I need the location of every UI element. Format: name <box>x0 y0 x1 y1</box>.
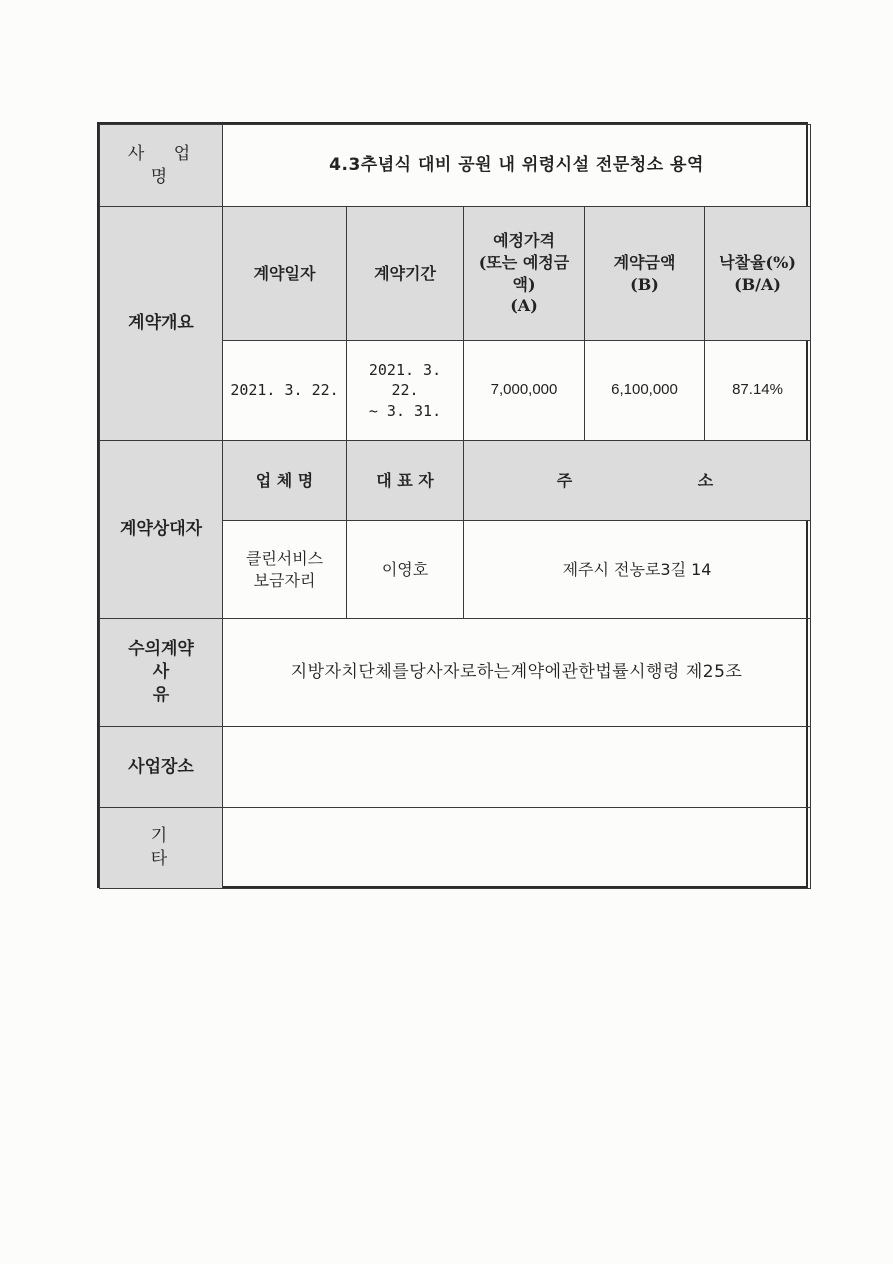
contract-period-start: 2021. 3. 22. <box>368 361 442 400</box>
company-name-value <box>223 521 347 619</box>
estimated-price-header-line2: (또는 예정금액) <box>478 252 570 294</box>
private-contract-reason-text: 지방자치단체를당사자로하는계약에관한법률시행령 제25조 <box>223 619 811 727</box>
project-name: 4.3추념식 대비 공원 내 위령시설 전문청소 용역 <box>223 125 811 207</box>
contract-amount-value: 6,100,000 <box>585 341 705 441</box>
contract-table <box>99 124 811 889</box>
estimated-price-header <box>464 207 585 341</box>
reason-label-line1: 수의계약 <box>128 639 194 660</box>
bid-rate-header-line2: (B/A) <box>734 274 781 294</box>
estimated-price-header-line1: 예정가격 <box>493 231 555 251</box>
representative-header: 대 표 자 <box>347 441 464 521</box>
bid-rate-header <box>705 207 811 341</box>
private-contract-reason-label <box>100 619 223 727</box>
company-name-header: 업 체 명 <box>223 441 347 521</box>
contract-date-value: 2021. 3. 22. <box>223 341 347 441</box>
project-name-label: 사 업 명 <box>100 125 223 207</box>
contract-amount-header <box>585 207 705 341</box>
bid-rate-header-line1: 낙찰율(%) <box>719 252 796 272</box>
bid-rate-value: 87.14% <box>705 341 811 441</box>
project-site-label: 사업장소 <box>100 727 223 808</box>
reason-label-line2: 사 유 <box>152 662 200 705</box>
contract-overview-label: 계약개요 <box>100 207 223 441</box>
contract-info-sheet <box>97 122 808 888</box>
other-label: 기 타 <box>100 808 223 889</box>
address-value: 제주시 전농로3길 14 <box>464 521 811 619</box>
other-value <box>223 808 811 889</box>
company-name-line2: 보금자리 <box>253 570 316 590</box>
contract-period-header: 계약기간 <box>347 207 464 341</box>
contract-amount-header-line1: 계약금액 <box>613 252 676 272</box>
estimated-price-header-line3: (A) <box>510 296 538 316</box>
contract-date-header: 계약일자 <box>223 207 347 341</box>
address-header: 주 소 <box>464 441 811 521</box>
contract-period-value <box>347 341 464 441</box>
project-site-value <box>223 727 811 808</box>
representative-value: 이영호 <box>347 521 464 619</box>
contract-amount-header-line2: (B) <box>630 274 659 294</box>
company-name-line1: 클린서비스 <box>245 548 324 568</box>
counterparty-label: 계약상대자 <box>100 441 223 619</box>
contract-period-end: ~ 3. 31. <box>368 401 442 420</box>
estimated-price-value: 7,000,000 <box>464 341 585 441</box>
